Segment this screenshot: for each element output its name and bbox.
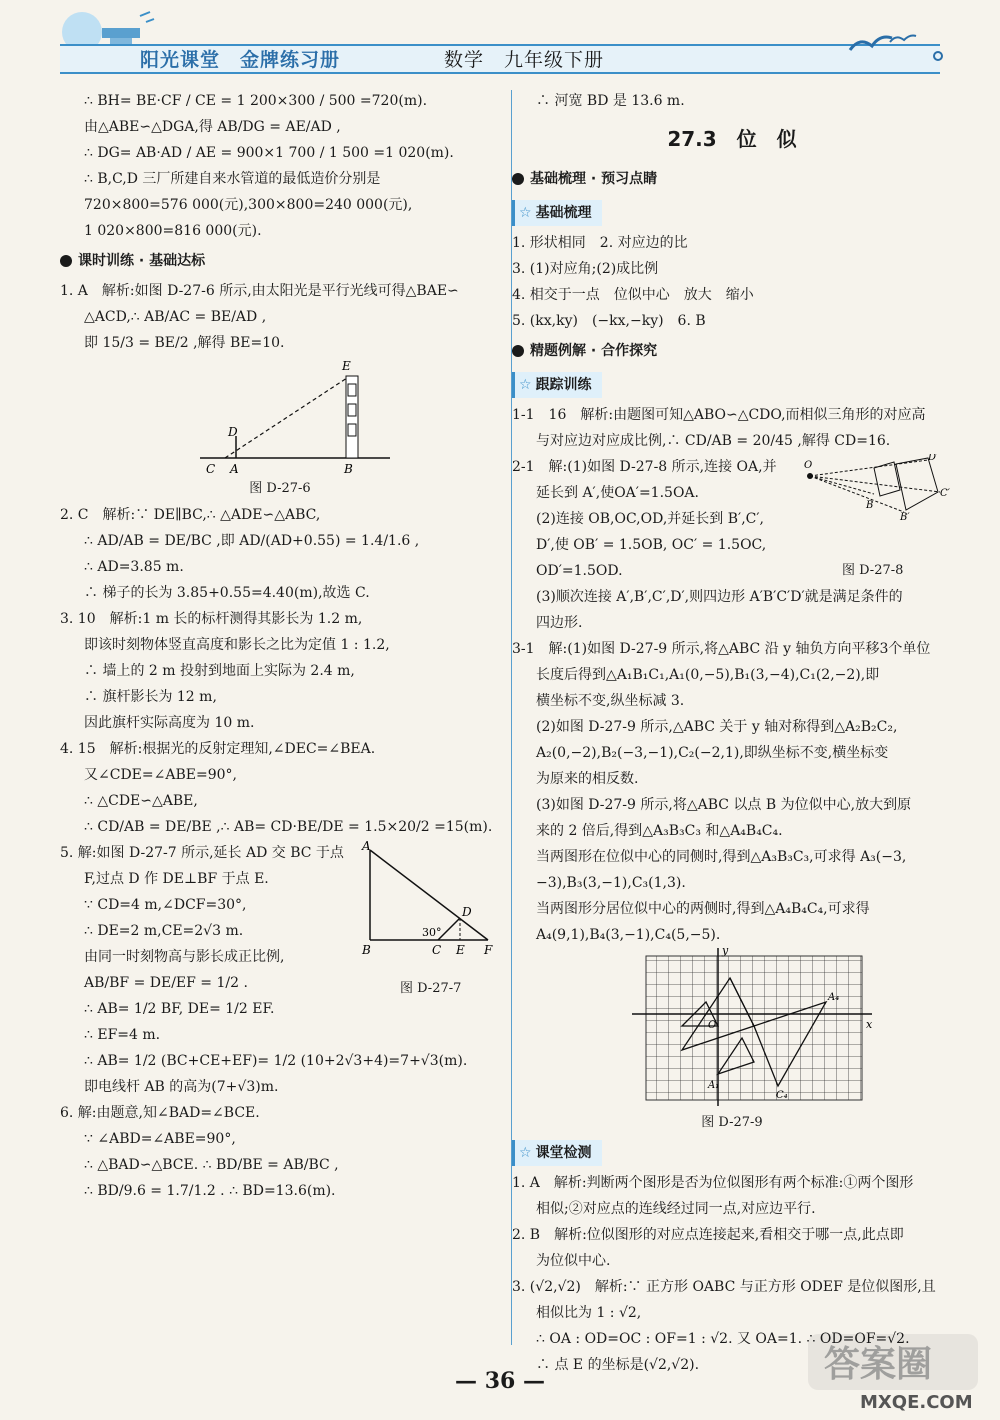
text-line: 因此旗杆实际高度为 10 m. xyxy=(84,715,255,731)
left-column xyxy=(60,88,500,1204)
svg-text:D′: D′ xyxy=(928,454,939,463)
section-title: 27.3 位 似 xyxy=(667,127,797,151)
text-line: ∴ 河宽 BD 是 13.6 m. xyxy=(536,93,685,109)
text-line: 相似;②对应点的连线经过同一点,对应边平行. xyxy=(536,1201,816,1217)
text-line: 3. (1)对应角;(2)成比例 xyxy=(512,261,659,277)
text-line: 横坐标不变,纵坐标减 3. xyxy=(536,693,685,709)
text-line: AB/BF = DE/EF = 1/2 . xyxy=(84,975,248,991)
text-line: 由同一时刻物高与影长成正比例, xyxy=(84,949,285,965)
text-line: 1. A 解析:如图 D-27-6 所示,由太阳光是平行光线可得△BAE∽ xyxy=(60,283,459,299)
svg-text:C: C xyxy=(206,462,216,476)
text-line: 4. 相交于一点 位似中心 放大 缩小 xyxy=(512,287,754,303)
bullet-icon xyxy=(512,173,524,185)
text-line: 1 020×800=816 000(元). xyxy=(84,223,262,239)
svg-text:O: O xyxy=(708,1020,717,1031)
text-line: 与对应边对应成比例,∴ CD/AB = 20/45 ,解得 CD=16. xyxy=(536,433,891,449)
text-line: OD′=1.5OD. xyxy=(536,563,623,579)
text-line: ∵ ∠ABD=∠ABE=90°, xyxy=(84,1131,236,1147)
text-line: 6. 解:由题意,知∠BAD=∠BCE. xyxy=(60,1105,260,1121)
text-line: 3-1 解:(1)如图 D-27-9 所示,将△ABC 沿 y 轴负方向平移3个单位 xyxy=(512,641,931,657)
text-line: 5. (kx,ky) (−kx,−ky) 6. B xyxy=(512,313,706,329)
text-line: −3),B₃(3,−1),C₃(1,3). xyxy=(536,875,686,891)
text-line: 相似比为 1 : √2, xyxy=(536,1305,642,1321)
svg-text:E: E xyxy=(456,943,465,957)
section-heading: 精题例解 · 合作探究 xyxy=(512,338,952,364)
text-line: ∴ 旗杆影长为 12 m, xyxy=(84,689,217,705)
text-line: ∴ AD/AB = DE/BC ,即 AD/(AD+0.55) = 1.4/1.6 , xyxy=(84,533,420,549)
text-line: A₂(0,−2),B₂(−3,−1),C₂(−2,1),即纵坐标不变,横坐标变 xyxy=(536,745,889,761)
problem-2-1-block xyxy=(512,454,952,558)
text-line: 3. (√2,√2) 解析:∵ 正方形 OABC 与正方形 ODEF 是位似图形,且 xyxy=(512,1279,936,1295)
subsection-chip: ☆ 课堂检测 xyxy=(512,1140,602,1166)
text-line: ∴ OA : OD=OC : OF=1 : √2. 又 OA=1. ∴ OD=OF=√2. xyxy=(536,1331,910,1347)
text-line: 当两图形在位似中心的同侧时,得到△A₃B₃C₃,可求得 A₃(−3, xyxy=(536,849,907,865)
text-line: ∴ CD/AB = DE/BE ,∴ AB= CD·BE/DE = 1.5×20/2 =15(m). xyxy=(84,819,493,835)
star-icon: ☆ xyxy=(519,377,532,393)
text-line: 延长到 A′,使OA′=1.5OA. xyxy=(536,485,699,501)
bullet-icon xyxy=(512,345,524,357)
text-line: ∴ AD=3.85 m. xyxy=(84,559,184,575)
text-line: ∴ 点 E 的坐标是(√2,√2). xyxy=(536,1357,700,1373)
subject-title: 数学 九年级下册 xyxy=(444,49,605,71)
section-heading: 课时训练 · 基础达标 xyxy=(60,248,500,274)
text-line: 为位似中心. xyxy=(536,1253,611,1269)
text-line: D′,使 OB′ = 1.5OB, OC′ = 1.5OC, xyxy=(536,537,767,553)
text-line: ∴ △CDE∽△ABE, xyxy=(84,793,198,809)
text-line: 又∠CDE=∠ABE=90°, xyxy=(84,767,237,783)
page-header xyxy=(0,0,1000,78)
svg-text:30°: 30° xyxy=(422,926,442,939)
text-line: 1. 形状相同 2. 对应边的比 xyxy=(512,235,688,251)
text-line: A₄(9,1),B₄(3,−1),C₄(5,−5). xyxy=(536,927,721,943)
watermark-url: MXQE.COM xyxy=(860,1392,973,1413)
figure-d-27-9 xyxy=(512,948,952,1110)
figure-caption: 图 D-27-6 xyxy=(249,481,311,496)
bullet-icon xyxy=(60,255,72,267)
text-line: (3)顺次连接 A′,B′,C′,D′,则四边形 A′B′C′D′就是满足条件的 xyxy=(536,589,903,605)
svg-text:C: C xyxy=(432,943,442,957)
text-line: 长度后得到△A₁B₁C₁,A₁(0,−5),B₁(3,−4),C₁(2,−2),即 xyxy=(536,667,880,683)
star-icon: ☆ xyxy=(519,1145,532,1161)
svg-text:B: B xyxy=(866,500,874,511)
text-line: 为原来的相反数. xyxy=(536,771,639,787)
text-line: ∵ CD=4 m,∠DCF=30°, xyxy=(84,897,247,913)
text-line: 1. A 解析:判断两个图形是否为位似图形有两个标准:①两个图形 xyxy=(512,1175,914,1191)
svg-text:x: x xyxy=(866,1018,873,1031)
text-line: △ACD,∴ AB/AC = BE/AD , xyxy=(84,309,267,325)
figure-caption: 图 D-27-8 xyxy=(842,563,904,578)
text-line: ∴ EF=4 m. xyxy=(84,1027,161,1043)
text-line: ∴ △BAD∽△BCE. ∴ BD/BE = AB/BC , xyxy=(84,1157,339,1173)
svg-text:B′: B′ xyxy=(900,512,910,522)
svg-text:O: O xyxy=(804,460,813,471)
text-line: ∴ B,C,D 三厂所建自来水管道的最低造价分别是 xyxy=(84,171,381,187)
problem-5-block xyxy=(60,840,500,1048)
subsection-chip: ☆ 基础梳理 xyxy=(512,200,602,226)
svg-text:A: A xyxy=(362,840,371,853)
watermark-text: 答案圈 xyxy=(824,1343,933,1385)
birds-icon xyxy=(840,20,950,70)
page-number: — 36 — xyxy=(455,1368,545,1394)
text-line: ∴ BD/9.6 = 1.7/1.2 . ∴ BD=13.6(m). xyxy=(84,1183,336,1199)
text-line: 2. C 解析:∵ DE∥BC,∴ △ADE∽△ABC, xyxy=(60,507,321,523)
text-line: 四边形. xyxy=(536,615,583,631)
problem-2-1-tail xyxy=(512,558,952,584)
text-line: ∴ DG= AB·AD / AE = 900×1 700 / 1 500 =1 020(m). xyxy=(84,145,454,161)
text-line: 2. B 解析:位似图形的对应点连接起来,看相交于哪一点,此点即 xyxy=(512,1227,904,1243)
brand-title: 阳光课堂 金牌练习册 xyxy=(140,49,341,71)
text-line: ∴ BH= BE·CF / CE = 1 200×300 / 500 =720(m). xyxy=(84,93,428,109)
text-line: 720×800=576 000(元),300×800=240 000(元), xyxy=(84,197,413,213)
text-line: 即该时刻物体竖直高度和影长之比为定值 1 : 1.2, xyxy=(84,637,390,653)
text-line: (3)如图 D-27-9 所示,将△ABC 以点 B 为位似中心,放大到原 xyxy=(536,797,912,813)
section-heading: 基础梳理 · 预习点睛 xyxy=(512,166,952,192)
text-line: ∴ 梯子的长为 3.85+0.55=4.40(m),故选 C. xyxy=(84,585,370,601)
svg-text:D: D xyxy=(462,905,472,919)
text-line: 2-1 解:(1)如图 D-27-8 所示,连接 OA,并 xyxy=(512,459,777,475)
svg-text:A₁: A₁ xyxy=(708,1080,720,1091)
text-line: ∴ AB= 1/2 BF, DE= 1/2 EF. xyxy=(84,1001,275,1017)
text-line: 即 15/3 = BE/2 ,解得 BE=10. xyxy=(84,335,285,351)
figure-caption: 图 D-27-7 xyxy=(400,981,462,996)
text-line: 由△ABE∽△DGA,得 AB/DG = AE/AD , xyxy=(84,119,341,135)
text-line: 5. 解:如图 D-27-7 所示,延长 AD 交 BC 于点 xyxy=(60,845,344,861)
text-line: ∴ DE=2 m,CE=2√3 m. xyxy=(84,923,244,939)
svg-text:F: F xyxy=(484,943,493,957)
figure-d-27-8 xyxy=(804,454,952,522)
text-line: 当两图形分居位似中心的两侧时,得到△A₄B₄C₄,可求得 xyxy=(536,901,870,917)
subsection-chip: ☆ 跟踪训练 xyxy=(512,372,602,398)
svg-text:B: B xyxy=(344,462,353,476)
svg-text:D: D xyxy=(228,425,238,439)
svg-text:B: B xyxy=(362,943,371,957)
svg-text:A₄: A₄ xyxy=(828,992,840,1003)
text-line: 4. 15 解析:根据光的反射定理知,∠DEC=∠BEA. xyxy=(60,741,376,757)
text-line: ∴ 墙上的 2 m 投射到地面上实际为 2.4 m, xyxy=(84,663,355,679)
text-line: ∴ AB= 1/2 (BC+CE+EF)= 1/2 (10+2√3+4)=7+√3(m). xyxy=(84,1053,468,1069)
figure-caption: 图 D-27-9 xyxy=(701,1115,763,1130)
text-line: (2)如图 D-27-9 所示,△ABC 关于 y 轴对称得到△A₂B₂C₂, xyxy=(536,719,898,735)
svg-text:E: E xyxy=(342,359,351,373)
text-line: 即电线杆 AB 的高为(7+√3)m. xyxy=(84,1079,279,1095)
text-line: F,过点 D 作 DE⊥BF 于点 E. xyxy=(84,871,269,887)
svg-text:C′: C′ xyxy=(940,488,950,499)
svg-text:C₄: C₄ xyxy=(776,1090,788,1101)
figure-d-27-6 xyxy=(60,356,500,476)
star-icon: ☆ xyxy=(519,205,532,221)
right-column xyxy=(512,88,952,1378)
figure-d-27-7 xyxy=(360,840,500,970)
svg-text:A: A xyxy=(230,462,239,476)
text-line: 3. 10 解析:1 m 长的标杆测得其影长为 1.2 m, xyxy=(60,611,363,627)
text-line: 来的 2 倍后,得到△A₃B₃C₃ 和△A₄B₄C₄. xyxy=(536,823,783,839)
text-line: (2)连接 OB,OC,OD,并延长到 B′,C′, xyxy=(536,511,764,527)
text-line: 1-1 16 解析:由题图可知△ABO∽△CDO,而相似三角形的对应高 xyxy=(512,407,926,423)
svg-text:y: y xyxy=(722,948,729,957)
